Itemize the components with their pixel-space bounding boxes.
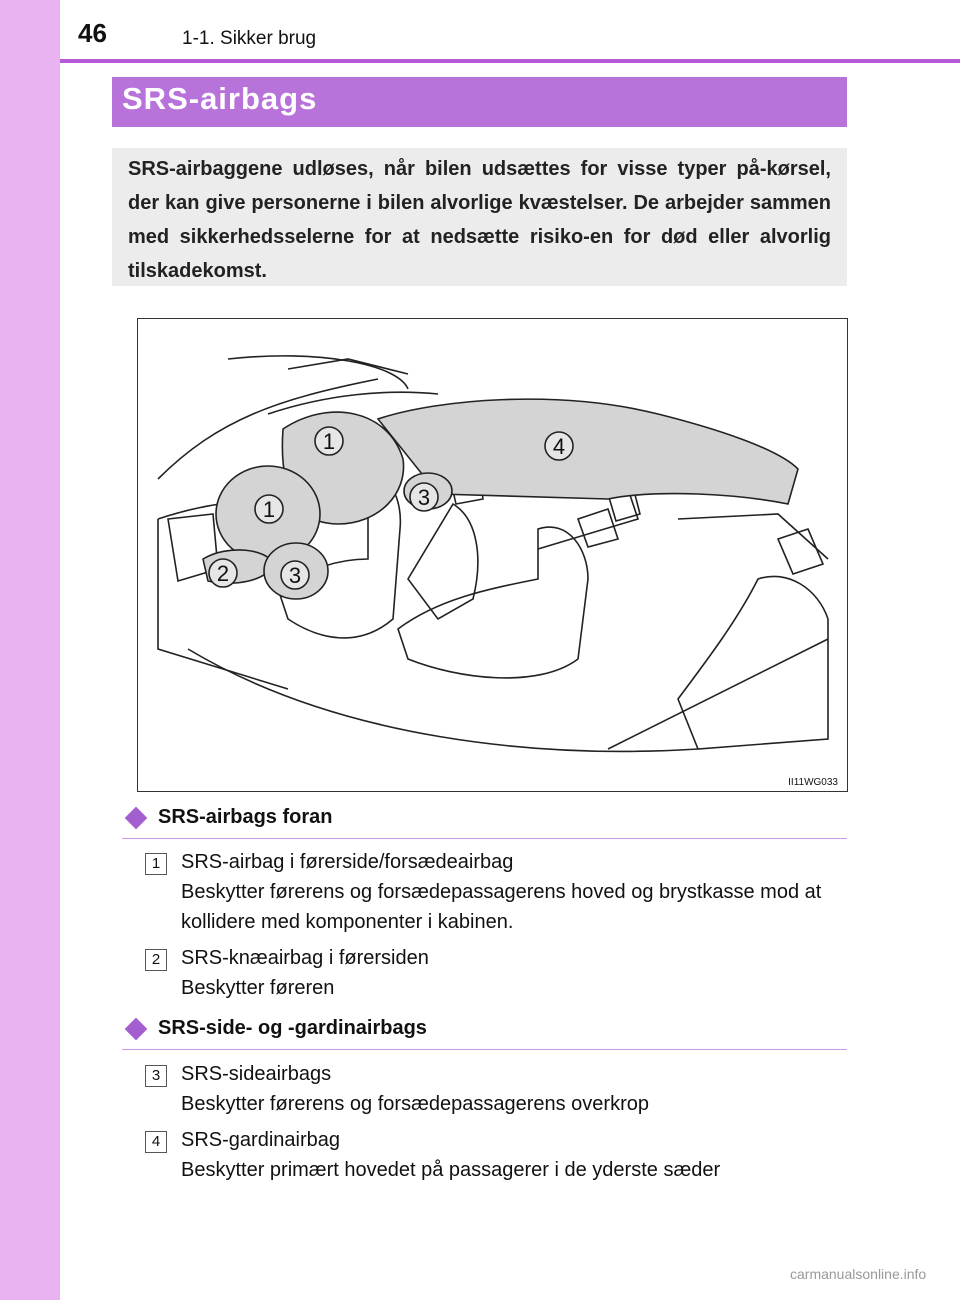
header-rule: [60, 59, 960, 63]
section-title: SRS-airbags foran: [158, 806, 333, 828]
item-description: Beskytter primært hovedet på passagerer i de yderste sæder: [181, 1159, 721, 1181]
airbag-illustration: [137, 318, 848, 792]
item-number-badge: 1: [145, 853, 167, 875]
item-title: SRS-sideairbags: [181, 1063, 332, 1085]
item-title: SRS-gardinairbag: [181, 1129, 340, 1151]
page-title: SRS-airbags: [122, 81, 318, 116]
page-number: 46: [78, 18, 107, 48]
item-number-badge: 3: [145, 1065, 167, 1087]
section-title: SRS-side- og -gardinairbags: [158, 1017, 427, 1039]
item-description: Beskytter føreren: [181, 977, 335, 999]
rear-headrest-1: [578, 509, 618, 547]
callout-label-1-a: 1: [322, 429, 336, 454]
diamond-bullet-icon: [125, 807, 148, 830]
section-front-airbags: [122, 800, 847, 839]
figure-code: II11WG033: [788, 777, 838, 788]
callout-label-2: 2: [216, 561, 230, 586]
item-title: SRS-knæairbag i førersiden: [181, 947, 429, 969]
watermark-text: carmanualsonline.info: [790, 1266, 927, 1282]
diamond-bullet-icon: [125, 1018, 148, 1041]
car-interior-drawing: [138, 319, 847, 791]
roof-line: [228, 356, 408, 389]
item-title: SRS-airbag i førerside/forsædeairbag: [181, 851, 514, 873]
intro-text: SRS-airbaggene udløses, når bilen udsættes for visse typer på-kørsel, der kan give personerne i bilen alvorlige kvæstelser. De arbejder sammen med sikkerhedsselerne for at nedsætte risiko-en for død eller alvorlig tilskadekomst.: [128, 158, 831, 282]
item-description: Beskytter førerens og forsædepassagerens hoved og brystkasse mod at kollidere med komponenter i kabinen.: [181, 881, 822, 933]
rear-headrest-3: [778, 529, 823, 574]
rear-seat-right: [678, 576, 828, 749]
callout-label-1-b: 1: [262, 497, 276, 522]
callout-label-3-a: 3: [417, 485, 431, 510]
left-color-strip: [0, 0, 60, 1300]
callout-label-4: 4: [552, 434, 566, 459]
section-side-curtain-airbags: [122, 1011, 847, 1050]
item-number-badge: 4: [145, 1131, 167, 1153]
callout-label-3-b: 3: [288, 563, 302, 588]
item-description: Beskytter førerens og forsædepassagerens overkrop: [181, 1093, 649, 1115]
title-bar: [112, 77, 847, 127]
floor-right: [608, 639, 828, 749]
door-right: [678, 514, 828, 559]
intro-box: [112, 148, 847, 286]
item-number-badge: 2: [145, 949, 167, 971]
chapter-title: 1-1. Sikker brug: [182, 28, 317, 49]
passenger-seat: [408, 504, 478, 619]
floor-line: [188, 649, 698, 751]
